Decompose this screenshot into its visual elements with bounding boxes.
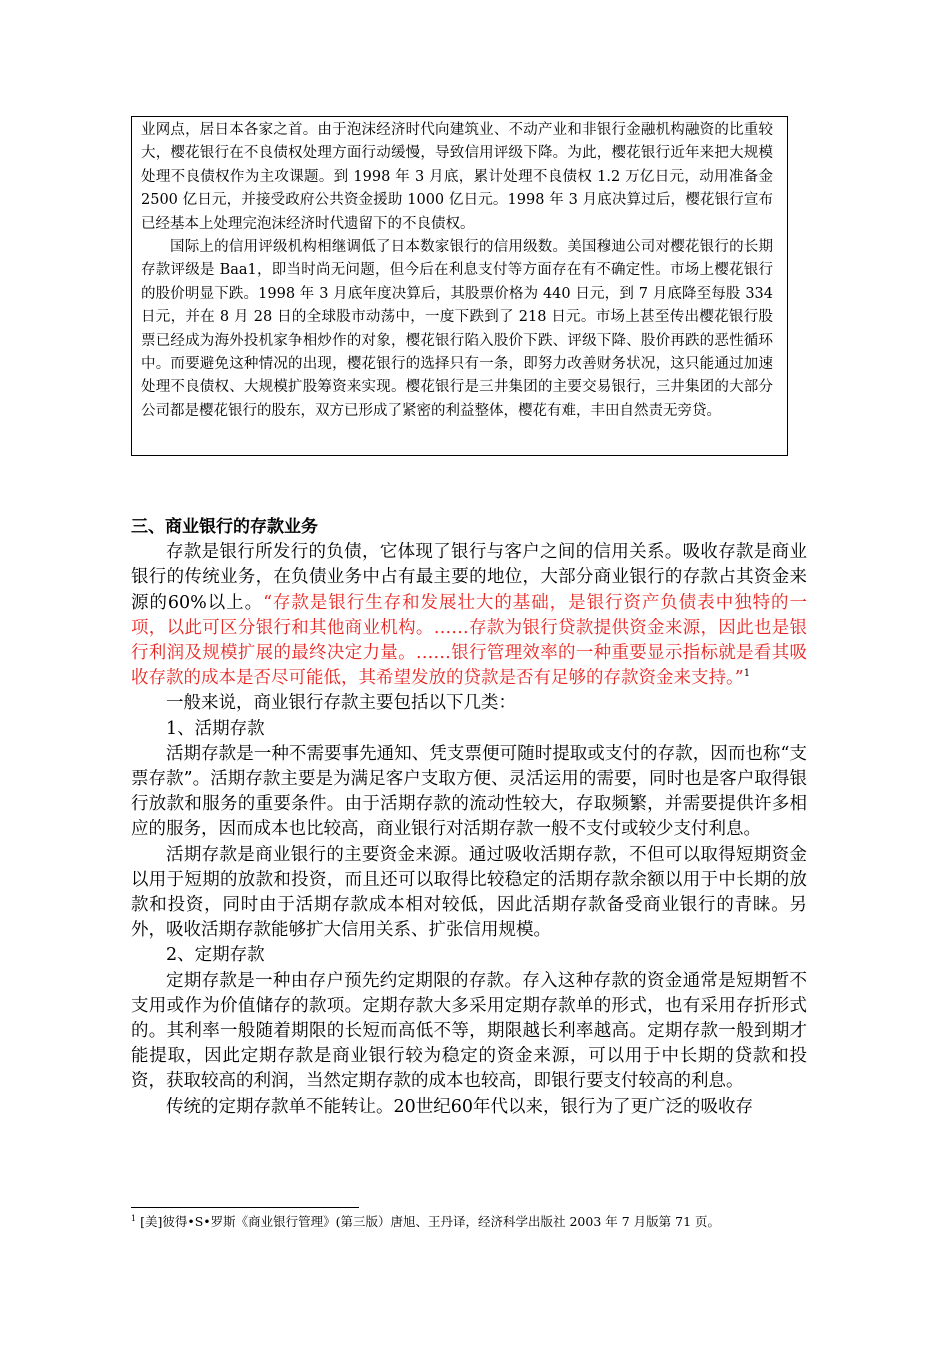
paragraph-time-deposit-1: 定期存款是一种由存户预先约定期限的存款。存入这种存款的资金通常是短期暂不支用或作为价值储存的款项。定期存款大多采用定期存款单的形式，也有采用存折形式的。其利率一般随着期限的长短而高低不等，期限越长利率越高。定期存款一般到期才能提取，因此定期存款是商业银行较为稳定的资金来源，可以用于中长期的贷款和投资，获取较高的利润，当然定期存款的成本也较高，即银行要支付较高的利息。: [131, 970, 807, 1092]
footnote-mark: 1: [131, 1213, 137, 1223]
box-paragraph-2: 国际上的信用评级机构相继调低了日本数家银行的信用级数。美国穆迪公司对樱花银行的长期存款评级是 Baa1，即当时尚无问题，但今后在利息支付等方面存在有不确定性。市场上樱花银行的股价明显下跌。1998 年 3 月底年度决算后，其股票价格为 440 日元，到 7 月底降至每股 334 日元，并在 8 月 28 日的全球股市动荡中，一度下跌到了 218 日元。市场上甚至传出樱花银行股票已经成为海外投机家争相炒作的对象，樱花银行陷入股价下跌、评级下降、股价再跌的恶性循环中。而要避免这种情况的出现，樱花银行的选择只有一条，即努力改善财务状况，这只能通过加速处理不良债权、大规模扩股筹资来实现。樱花银行是三井集团的主要交易银行，三井集团的大部分公司都是樱花银行的股东，双方已形成了紧密的利益整体，樱花有难，丰田自然责无旁贷。: [141, 239, 773, 419]
paragraph-demand-deposit-2: 活期存款是商业银行的主要资金来源。通过吸收活期存款，不但可以取得短期资金以用于短期的放款和投资，而且还可以取得比较稳定的活期存款余额以用于中长期的放款和投资，同时由于活期存款成本相对较低，因此活期存款备受商业银行的青睐。另外，吸收活期存款能够扩大信用关系、扩张信用规模。: [131, 844, 807, 941]
subheading-demand-deposit: 1、活期存款: [166, 718, 265, 739]
case-study-box: [131, 116, 788, 456]
intro-text: 存款是银行所发行的负债，它体现了银行与客户之间的信用关系。吸收存款是商业银行的传统业务，在负债业务中占有最主要的地位，大部分商业银行的存款占其资金来源的60%以上。: [131, 542, 807, 613]
paragraph-time-deposit-2: 传统的定期存款单不能转让。20世纪60年代以来，银行为了更广泛的吸收存: [166, 1096, 754, 1117]
footnote-divider: [131, 1207, 359, 1208]
footnote-ref: 1: [743, 668, 751, 680]
paragraph-demand-deposit-1: 活期存款是一种不需要事先通知、凭支票便可随时提取或支付的存款，因而也称“支票存款”。活期存款主要是为满足客户支取方便、灵活运用的需要，同时也是客户取得银行放款和服务的重要条件。由于活期存款的流动性较大，存取频繁，并需要提供许多相应的服务，因而成本也比较高，商业银行对活期存款一般不支付或较少支付利息。: [131, 743, 807, 840]
section-heading: 三、商业银行的存款业务: [131, 517, 318, 537]
paragraph-types-intro: 一般来说，商业银行存款主要包括以下几类：: [166, 693, 516, 714]
footnote: [131, 1213, 821, 1231]
main-text: [131, 515, 807, 1120]
subheading-time-deposit: 2、定期存款: [166, 945, 265, 966]
paragraph-deposit-intro: [131, 540, 807, 691]
highlighted-quote: “存款是银行生存和发展壮大的基础，是银行资产负债表中独特的一项，以此可区分银行和其他商业机构。……存款为银行贷款提供资金来源，因此也是银行利润及规模扩展的最终决定力量。……银行管理效率的一种重要显示指标就是看其吸收存款的成本是否尽可能低，其希望发放的贷款是否有足够的存款资金来支持。”: [131, 592, 807, 689]
box-paragraph-1: 业网点，居日本各家之首。由于泡沫经济时代向建筑业、不动产业和非银行金融机构融资的比重较大，樱花银行在不良债权处理方面行动缓慢，导致信用评级下降。为此，樱花银行近年来把大规模处理不良债权作为主攻课题。到 1998 年 3 月底，累计处理不良债权 1.2 万亿日元，动用准备金 2500 亿日元，并接受政府公共资金援助 1000 亿日元。1998 年 3 月底决算过后，樱花银行宣布已经基本上处理完泡沫经济时代遗留下的不良债权。: [141, 122, 773, 232]
footnote-text: [美]彼得•S•罗斯《商业银行管理》(第三版）唐旭、王丹译，经济科学出版社 2003 年 7 月版第 71 页。: [136, 1214, 721, 1229]
